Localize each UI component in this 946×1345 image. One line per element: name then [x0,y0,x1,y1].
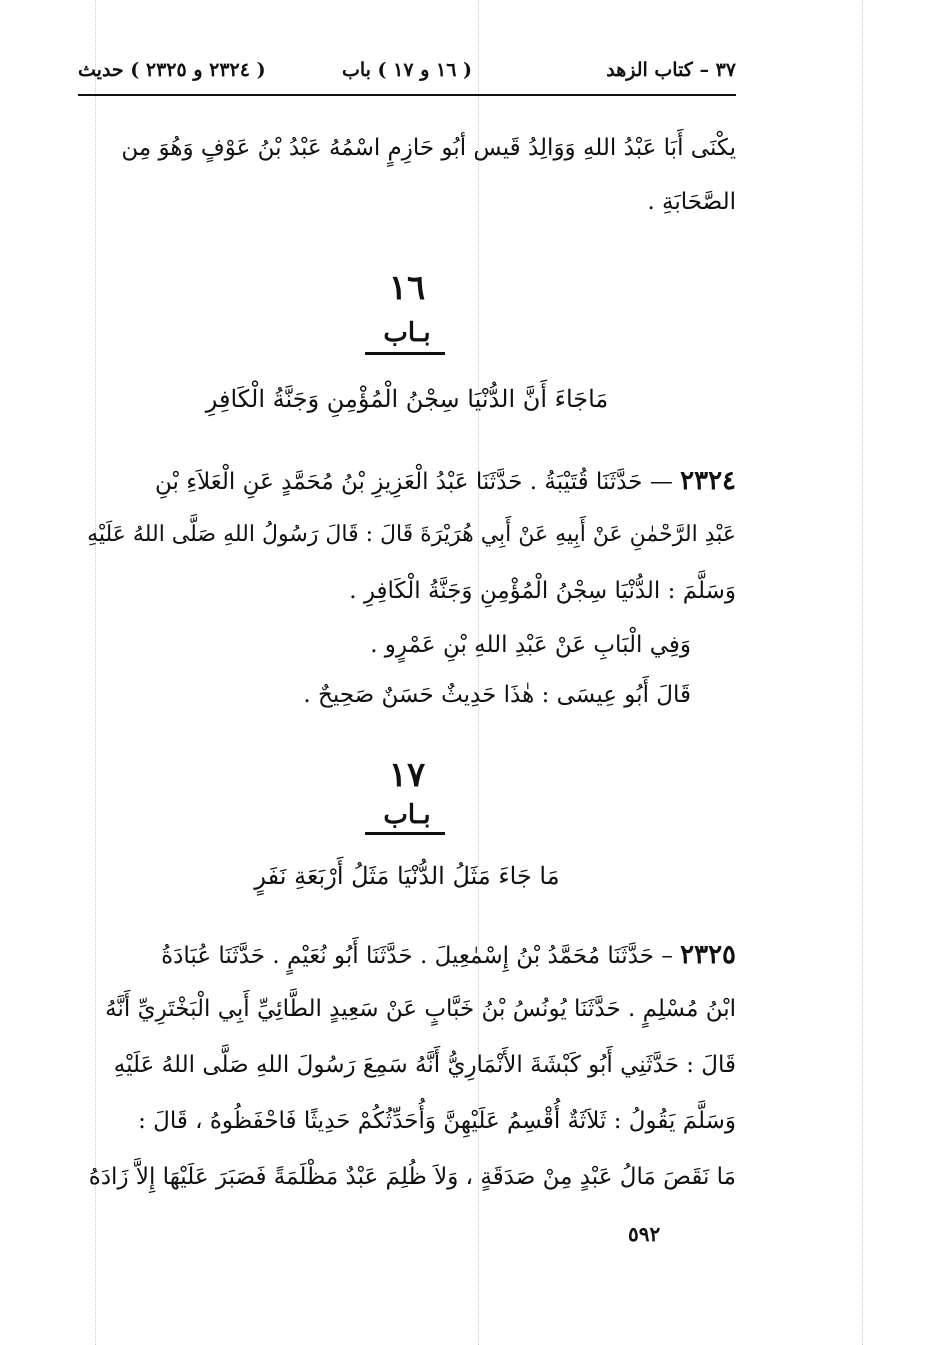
text-line: قَالَ : حَدَّثَنِي أَبُو كَبْشَةَ الأَنْمَارِيُّ أَنَّهُ سَمِعَ رَسُولَ اللهِ صَلَّى اللهُ عَلَيْهِ [113,1052,736,1078]
hadith-text: – حَدَّثَنَا مُحَمَّدُ بْنُ إِسْمٰعِيلَ . حَدَّثَنَا أَبُو نُعَيْمٍ . حَدَّثَنَا عُبَادَةُ [161,943,673,969]
bab-underline [365,832,445,835]
text-line: عَبْدِ الرَّحْمٰنِ عَنْ أَبِيهِ عَنْ أَبِي هُرَيْرَةَ قَالَ : قَالَ رَسُولُ اللهِ صَلَّى اللهُ عَلَيْهِ [87,522,736,547]
chapter-title: مَاجَاءَ أَنَّ الدُّنْيَا سِجْنُ الْمُؤْمِنِ وَجَنَّةُ الْكَافِرِ [205,385,609,413]
page-number: ٥٩٢ [628,1222,661,1246]
hadith-2324 [78,466,736,726]
hadith-2325 [78,940,736,1210]
header-book-title: ٣٧ – كتاب الزهد [606,59,736,81]
hadith-number: ٢٣٢٤ [680,466,736,496]
text-line: مَا نَقَصَ مَالُ عَبْدٍ مِنْ صَدَقَةٍ ، وَلاَ ظُلِمَ عَبْدٌ مَظْلَمَةً فَصَبَرَ عَلَيْهَا إِلاَّ زَادَهُ [88,1164,736,1190]
bab-underline [365,352,445,355]
header-chapter-ref: ( ١٦ و ١٧ ) باب [341,59,473,81]
chapter-title: مَا جَاءَ مَثَلُ الدُّنْيَا مَثَلُ أَرْبَعَةِ نَفَرٍ [254,862,560,890]
chapter-bab-label: بـاب [383,800,431,830]
header-rule [78,94,736,96]
text-line: وَسَلَّمَ يَقُولُ : ثَلاَثَةٌ أُقْسِمُ عَلَيْهِنَّ وَأُحَدِّثُكُمْ حَدِيثًا فَاحْفَظُوهُ ، قَالَ : [138,1108,736,1134]
header-hadith-ref: ( ٢٣٢٤ و ٢٣٢٥ ) حديث [78,59,266,81]
text-line: قَالَ أَبُو عِيسَى : هٰذَا حَدِيثٌ حَسَنٌ صَحِيحٌ . [303,682,691,708]
scan-dotted-line [862,0,863,1345]
running-header [78,55,736,91]
text-line [78,466,736,496]
text-line: الصَّحَابَةِ . [647,189,736,215]
text-line [78,940,736,970]
text-line: يكْنَى أَبَا عَبْدُ اللهِ وَوَالِدُ قَيس أبُو حَازِمٍ اسْمُهُ عَبْدُ بْنُ عَوْفٍ وَهُوَ مِن [121,135,736,161]
chapter-number: ١٦ [388,268,426,308]
hadith-text: — حَدَّثَنَا قُتَيْبَةُ . حَدَّثَنَا عَبْدُ الْعَزِيزِ بْنُ مُحَمَّدٍ عَنِ الْعَلاَءِ بْنِ [155,469,673,495]
chapter-bab-label: بـاب [383,318,431,348]
chapter-number: ١٧ [388,755,426,795]
hadith-number: ٢٣٢٥ [680,940,736,970]
text-line: وَفِي الْبَابِ عَنْ عَبْدِ اللهِ بْنِ عَمْرٍو . [370,632,691,658]
intro-paragraph [78,135,736,225]
text-line: وَسَلَّمَ : الدُّنْيَا سِجْنُ الْمُؤْمِنِ وَجَنَّةُ الْكَافِرِ . [349,578,736,604]
text-line: ابْنُ مُسْلِمٍ . حَدَّثَنَا يُونُسُ بْنُ خَبَّابٍ عَنْ سَعِيدٍ الطَّائِيِّ أَبِي الْبَخْتَرِيِّ أَنَّهُ [105,996,736,1022]
